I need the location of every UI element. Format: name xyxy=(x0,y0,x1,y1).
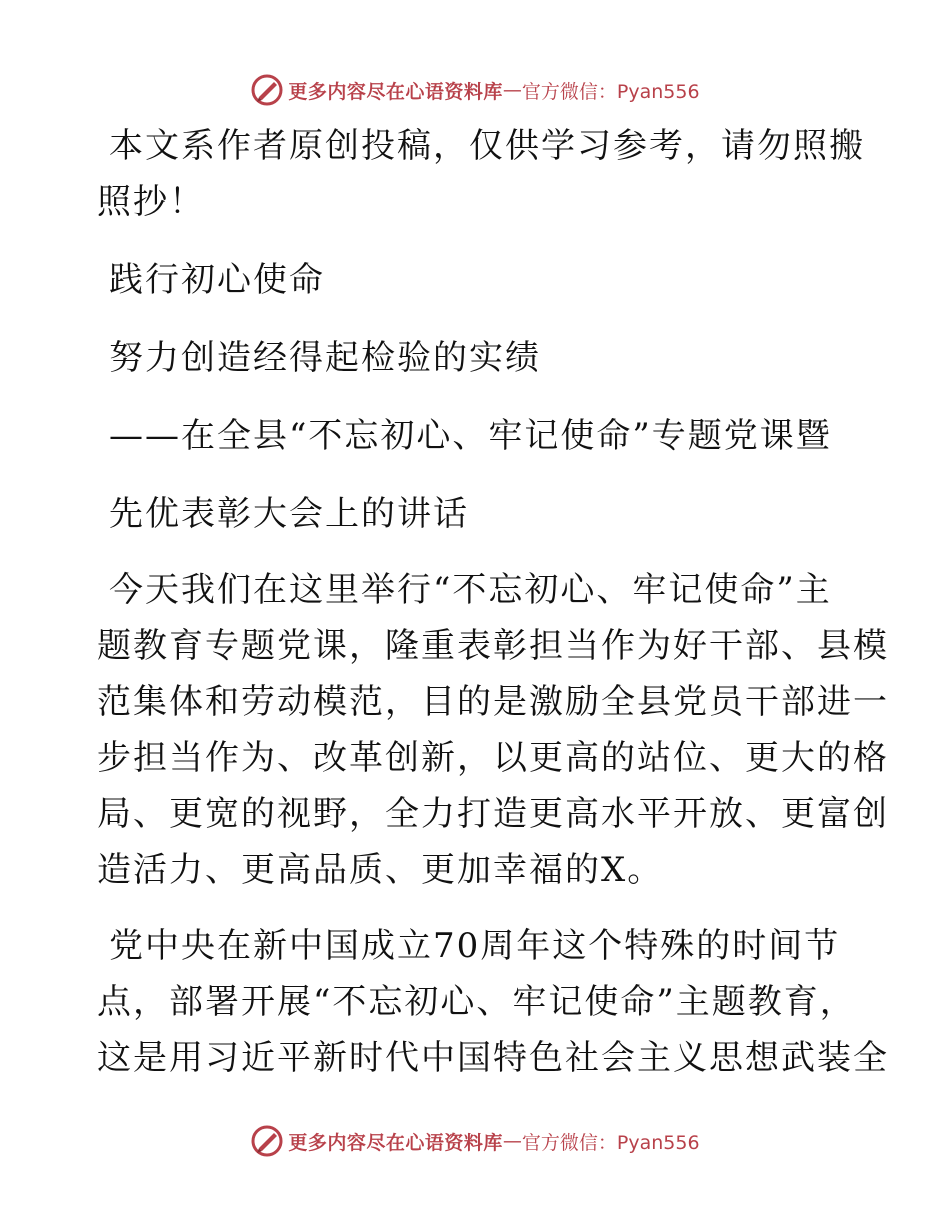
title-line: 努力创造经得起检验的实绩 xyxy=(109,338,541,378)
subtitle-line: ——在全县“不忘初心、牢记使命”专题党课暨 xyxy=(109,416,832,456)
watermark-separator: — xyxy=(502,79,522,101)
subtitle-line: 先优表彰大会上的讲话 xyxy=(109,494,469,534)
paragraph-line: 步担当作为、改革创新，以更高的站位、更大的格 xyxy=(97,738,889,778)
quill-logo-icon xyxy=(250,73,284,107)
paragraph-line: 局、更宽的视野，全力打造更高水平开放、更富创 xyxy=(97,794,889,834)
watermark-wechat-text: 官方微信：Pyan556 xyxy=(521,1131,700,1154)
footer-watermark xyxy=(0,1121,950,1161)
paragraph-line: 点，部署开展“不忘初心、牢记使命”主题教育， xyxy=(97,982,856,1022)
paragraph-line: 造活力、更高品质、更加幸福的X。 xyxy=(97,850,664,890)
disclaimer-line: 本文系作者原创投稿，仅供学习参考，请勿照搬 xyxy=(109,126,865,166)
paragraph-line: 今天我们在这里举行“不忘初心、牢记使命”主 xyxy=(109,570,832,610)
watermark-site-text: 更多内容尽在心语资料库 xyxy=(288,80,503,103)
disclaimer-line: 照抄！ xyxy=(97,182,205,222)
header-watermark xyxy=(0,70,950,110)
watermark-wechat-text: 官方微信：Pyan556 xyxy=(521,80,700,103)
watermark-separator: — xyxy=(502,1130,522,1152)
paragraph-line: 题教育专题党课，隆重表彰担当作为好干部、县模 xyxy=(97,626,889,666)
document-body xyxy=(97,118,889,1086)
paragraph-line: 范集体和劳动模范，目的是激励全县党员干部进一 xyxy=(97,682,889,722)
quill-logo-icon xyxy=(250,1124,284,1158)
paragraph-line: 党中央在新中国成立70周年这个特殊的时间节 xyxy=(109,926,841,966)
title-line: 践行初心使命 xyxy=(109,260,325,300)
watermark-site-text: 更多内容尽在心语资料库 xyxy=(288,1131,503,1154)
paragraph-line: 这是用习近平新时代中国特色社会主义思想武装全 xyxy=(97,1038,889,1078)
